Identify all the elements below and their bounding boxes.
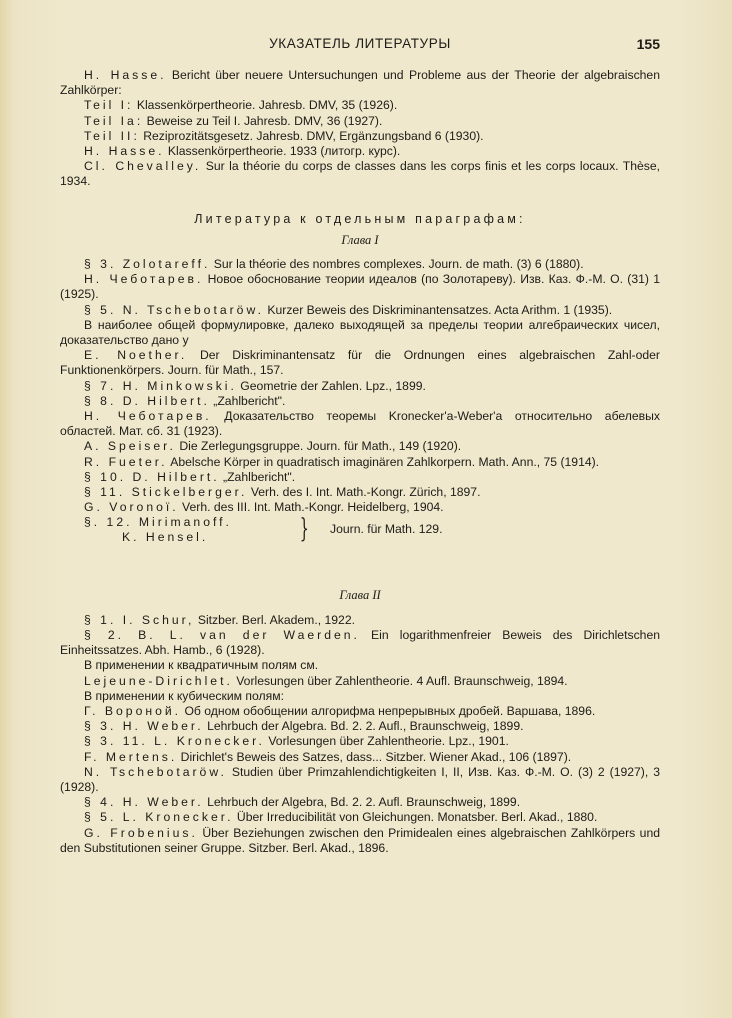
reference-entry bbox=[60, 719, 660, 734]
reference-text: Kurzer Beweis des Diskriminantensatzes. Acta Arithm. 1 (1935). bbox=[263, 302, 613, 317]
reference-text: Geometrie der Zahlen. Lpz., 1899. bbox=[236, 378, 426, 393]
mirimanoff-author: §. 12. Mirimanoff. bbox=[84, 515, 232, 530]
reference-text: Sitzber. Berl. Akadem., 1922. bbox=[194, 612, 355, 627]
reference-text: Über Irreducibilität von Gleichungen. Monatsber. Berl. Akad., 1880. bbox=[233, 810, 598, 825]
reference-entry bbox=[60, 750, 660, 765]
reference-entry bbox=[60, 272, 660, 302]
reference-entry bbox=[60, 439, 660, 454]
reference-entry bbox=[60, 144, 660, 159]
reference-text: Sur la théorie des nombres complexes. Journ. de math. (3) 6 (1880). bbox=[210, 257, 584, 272]
reference-entry bbox=[60, 500, 660, 515]
reference-author: § 3. 11. L. Kronecker. bbox=[84, 734, 265, 749]
reference-text: Dirichlet's Beweis des Satzes, dass... Sitzber. Wiener Akad., 106 (1897). bbox=[177, 749, 572, 764]
page-header bbox=[60, 36, 660, 56]
reference-entry bbox=[60, 114, 660, 129]
reference-entry bbox=[60, 628, 660, 658]
reference-text: Доказательство теоремы Kronecker'a-Weber'a относительно абелевых областей. Мат. сб. 31 (1923). bbox=[60, 409, 661, 439]
chapter-2-title: Глава II bbox=[339, 588, 381, 603]
reference-text: Bericht über neuere Untersuchungen und Probleme aus der Theorie der algebraischen Zahlkörper: bbox=[60, 68, 660, 98]
reference-text: Verh. des III. Int. Math.-Kongr. Heidelberg, 1904. bbox=[178, 500, 444, 515]
reference-text: Studien über Primzahlendichtigkeiten I, II, Изв. Каз. Ф.-М. О. (3) 2 (1927), 3 (1928). bbox=[60, 764, 660, 794]
reference-author: § 3. H. Weber. bbox=[84, 719, 204, 734]
reference-entry bbox=[60, 674, 660, 689]
reference-text: В применении к квадратичным полям см. bbox=[84, 658, 319, 673]
chapter-1-references bbox=[60, 257, 660, 515]
reference-entry bbox=[60, 68, 660, 98]
reference-text: „Zahlbericht". bbox=[219, 469, 296, 484]
running-head: УКАЗАТЕЛЬ ЛИТЕРАТУРЫ bbox=[269, 36, 451, 51]
chapter-2-references bbox=[60, 613, 660, 856]
reference-text: Новое обоснование теории идеалов (по Золотареву). Изв. Каз. Ф.-М. О. (31) 1 (1925). bbox=[60, 272, 661, 302]
reference-entry bbox=[60, 129, 660, 144]
reference-text: Об одном обобщении алгорифма непрерывных дробей. Варшава, 1896. bbox=[181, 703, 596, 718]
reference-text: В наиболее общей формулировке, далеко выходящей за пределы теории алгебраических чисел, доказательство дано у bbox=[60, 317, 660, 348]
reference-entry bbox=[60, 98, 660, 113]
reference-author: § 7. H. Minkowski. bbox=[84, 378, 237, 393]
reference-text: Beweise zu Teil I. Jahresb. DMV, 36 (1927). bbox=[143, 113, 383, 128]
reference-author: Teil Ia: bbox=[84, 113, 144, 128]
reference-text: Vorlesungen über Zahlentheorie. 4 Aufl. Braunschweig, 1894. bbox=[232, 673, 568, 688]
reference-entry bbox=[60, 826, 660, 856]
reference-author: Cl. Chevalley. bbox=[84, 159, 202, 174]
reference-entry bbox=[60, 379, 660, 394]
mirimanoff-hensel-reference bbox=[84, 515, 660, 545]
reference-author: G. Voronoï. bbox=[84, 500, 179, 515]
reference-text: В применении к кубическим полям: bbox=[84, 688, 285, 703]
reference-author: R. Fueter. bbox=[84, 454, 168, 469]
chapter-1-title: Глава I bbox=[341, 232, 379, 247]
reference-author: H. Hasse. bbox=[84, 144, 165, 159]
reference-author: § 4. H. Weber. bbox=[84, 795, 204, 810]
reference-author: Lejeune-Dirichlet. bbox=[84, 673, 233, 688]
reference-entry bbox=[60, 613, 660, 628]
reference-entry bbox=[60, 470, 660, 485]
reference-entry bbox=[60, 159, 660, 189]
reference-text: Ein logarithmenfreier Beweis des Dirichletschen Einheitssatzes. Abh. Hamb., 6 (1928). bbox=[60, 627, 660, 658]
reference-author: F. Mertens. bbox=[84, 749, 178, 764]
bibliography-content bbox=[60, 68, 660, 856]
reference-author: Н. Чеботарев. bbox=[84, 272, 204, 287]
reference-entry bbox=[60, 348, 660, 378]
reference-author: § 5. N. Tschebotaröw. bbox=[84, 302, 264, 317]
reference-text: Die Zerlegungsgruppe. Journ. für Math., 149 (1920). bbox=[175, 439, 462, 454]
reference-author: § 8. D. Hilbert. bbox=[84, 393, 210, 408]
reference-author: Г. Вороной. bbox=[84, 703, 182, 718]
reference-author: § 5. L. Kronecker. bbox=[84, 810, 234, 825]
reference-text: Der Diskriminantensatz für die Ordnungen eines algebraischen Zahl-oder Funktionenkörpers. Journ. für Math., 157. bbox=[60, 348, 660, 378]
reference-text: Sur la théorie du corps de classes dans les corps finis et les corps locaux. Thèse, 1934. bbox=[60, 159, 661, 189]
reference-author: A. Speiser. bbox=[84, 439, 176, 454]
reference-entry bbox=[60, 303, 660, 318]
reference-text: Abelsche Körper in quadratisch imaginären Zahlkorpern. Math. Ann., 75 (1914). bbox=[167, 454, 600, 469]
reference-author: G. Frobenius. bbox=[84, 825, 198, 840]
general-references bbox=[60, 68, 660, 190]
reference-author: E. Noether. bbox=[84, 348, 188, 363]
reference-author: H. Hasse. bbox=[84, 68, 167, 82]
reference-author: § 1. I. Schur, bbox=[84, 612, 195, 627]
reference-text: „Zahlbericht". bbox=[209, 393, 286, 408]
reference-text: Lehrbuch der Algebra. Bd. 2. 2. Aufl., Braunschweig, 1899. bbox=[203, 719, 524, 734]
section-title: Литература к отдельным параграфам: bbox=[194, 211, 526, 226]
reference-entry bbox=[60, 795, 660, 810]
reference-text: Klassenkörpertheorie. Jahresb. DMV, 35 (1926). bbox=[133, 98, 398, 113]
reference-text: Verh. des I. Int. Math.-Kongr. Zürich, 1897. bbox=[247, 485, 481, 500]
reference-entry bbox=[60, 318, 660, 348]
mirimanoff-journal: Journ. für Math. 129. bbox=[330, 522, 443, 537]
reference-entry bbox=[60, 455, 660, 470]
reference-entry bbox=[60, 394, 660, 409]
reference-entry bbox=[60, 765, 660, 795]
page-number: 155 bbox=[636, 36, 660, 52]
reference-entry bbox=[60, 704, 660, 719]
reference-entry bbox=[60, 658, 660, 673]
reference-author: N. Tschebotaröw. bbox=[84, 764, 227, 779]
reference-author: Teil II: bbox=[84, 128, 140, 143]
reference-text: Klassenkörpertheorie. 1933 (литогр. курс). bbox=[164, 144, 401, 159]
reference-author: § 10. D. Hilbert. bbox=[84, 469, 220, 484]
reference-text: Über Beziehungen zwischen den Primidealen eines algebraischen Zahlkörpers und den Substitutionen seiner Gruppe. Sitzber. Berl. Akad., 1896. bbox=[60, 825, 661, 855]
reference-text: Vorlesungen über Zahlentheorie. Lpz., 1901. bbox=[264, 734, 509, 749]
reference-author: Н. Чеботарев. bbox=[84, 409, 212, 424]
reference-text: Reziprozitätsgesetz. Jahresb. DMV, Ergänzungsband 6 (1930). bbox=[139, 128, 484, 143]
reference-entry bbox=[60, 257, 660, 272]
reference-entry bbox=[60, 810, 660, 825]
reference-entry bbox=[60, 689, 660, 704]
reference-entry bbox=[60, 485, 660, 500]
reference-author: § 11. Stickelberger. bbox=[84, 485, 248, 500]
reference-author: § 2. B. L. van der Waerden. bbox=[84, 627, 360, 642]
reference-entry bbox=[60, 409, 660, 439]
reference-author: Teil I: bbox=[84, 98, 134, 113]
reference-entry bbox=[60, 734, 660, 749]
brace-glyph: } bbox=[299, 514, 309, 545]
reference-text: Lehrbuch der Algebra, Bd. 2. 2. Aufl. Braunschweig, 1899. bbox=[203, 795, 521, 810]
hensel-author: K. Hensel. bbox=[122, 530, 209, 545]
reference-author: § 3. Zolotareff. bbox=[84, 257, 211, 272]
